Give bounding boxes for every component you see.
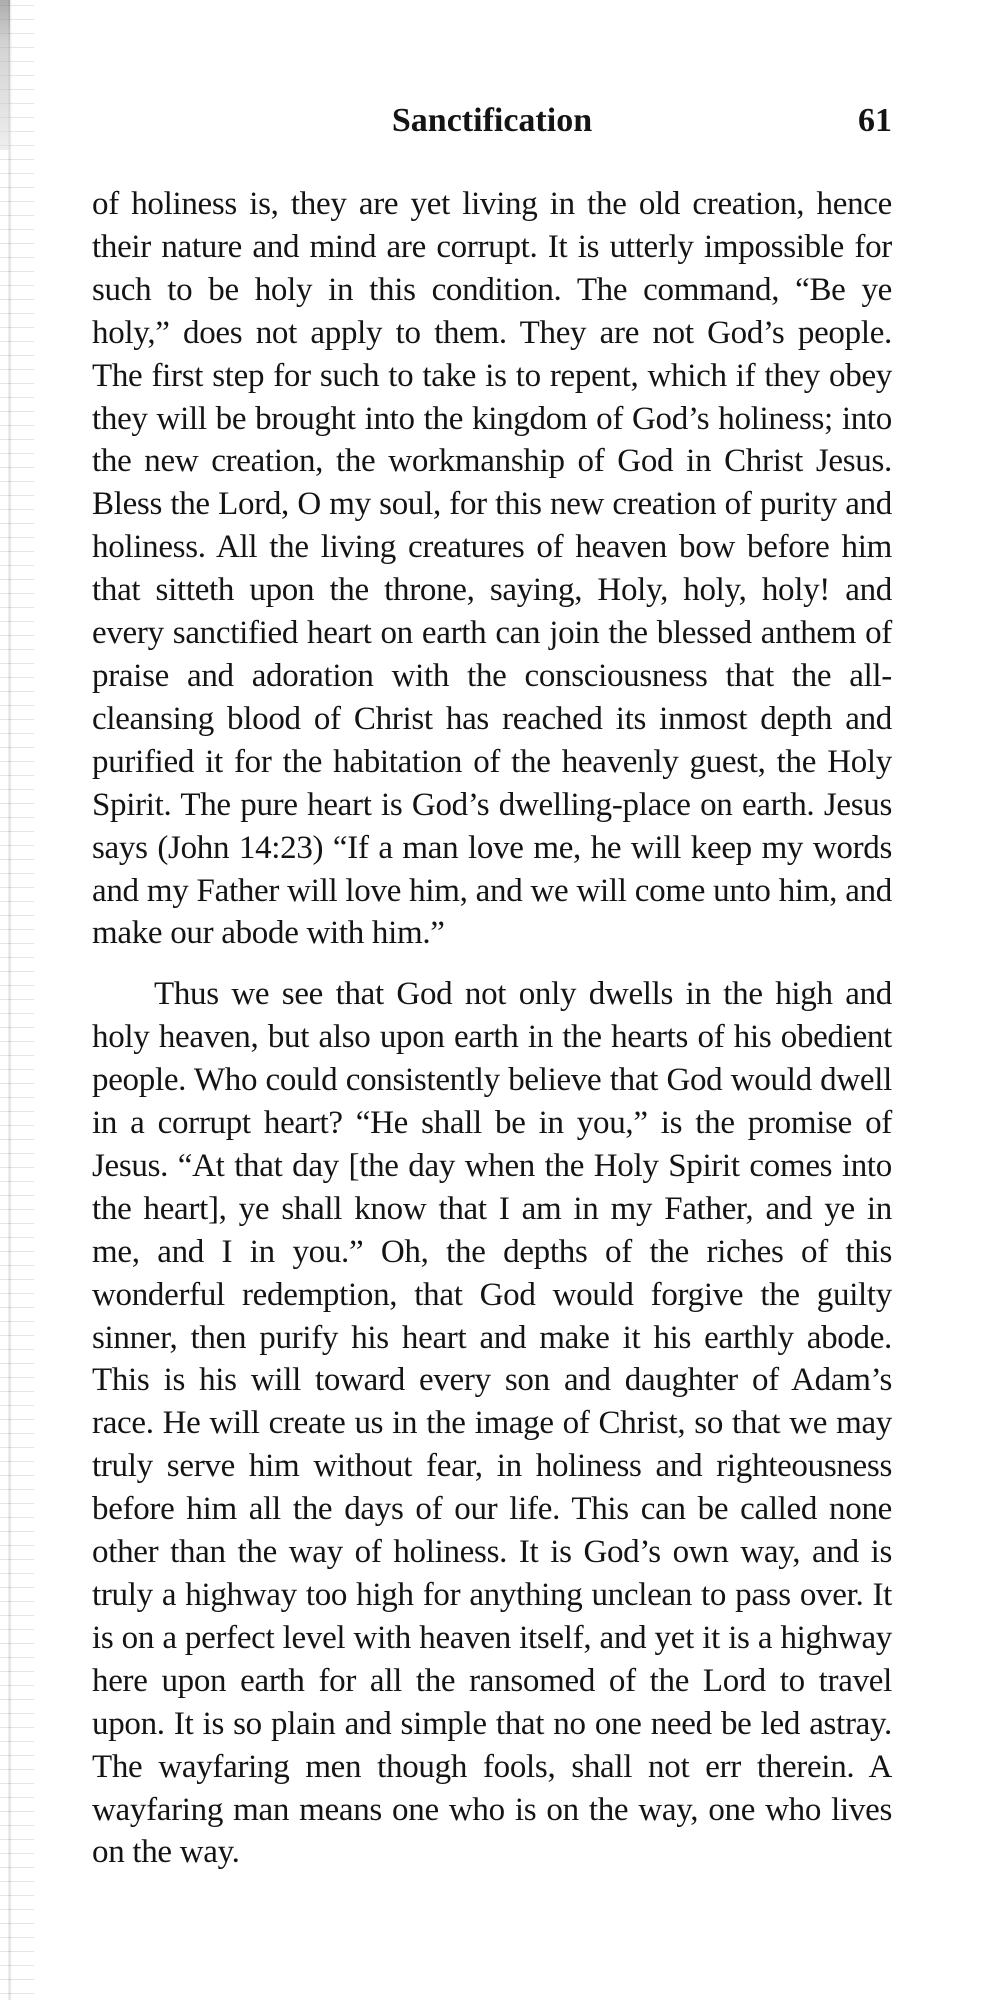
page-body [92,183,892,1874]
page-binding-edge [0,0,34,2000]
paragraph-continued: of holiness is, they are yet living in the old creation, hence their nature and mind are corrupt. It is utterly impossible for such to be holy in this condition. The command, “Be ye holy,” does not apply to them. They are not God’s people. The first step for such to take is to repent, which if they obey they will be brought into the kingdom of God’s holiness; into the new creation, the workmanship of God in Christ Jesus. Bless the Lord, O my soul, for this new creation of purity and holiness. All the living creatures of heaven bow before him that sitteth upon the throne, saying, Holy, holy, holy! and every sanctified heart on earth can join the blessed anthem of praise and adoration with the consciousness that the all-cleansing blood of Christ has reached its inmost depth and purified it for the habitation of the heavenly guest, the Holy Spirit. The pure heart is God’s dwelling-place on earth. Jesus says (John 14:23) “If a man love me, he will keep my words and my Father will love him, and we will come unto him, and make our abode with him.” [92,186,892,952]
binding-scuff-mark [0,0,10,150]
running-title: Sanctification [391,102,593,139]
paragraph-indented: Thus we see that God not only dwells in the high and holy heaven, but also upon earth in the hearts of his obedient people. Who could consistently believe that God would dwell in a corrupt heart? “He shall be in you,” is the promise of Jesus. “At that day [the day when the Holy Spirit comes into the heart], ye shall know that I am in my Father, and ye in me, and I in you.” Oh, the depths of the riches of this wonderful redemption, that God would forgive the guilty sinner, then purify his heart and make it his earthly abode. This is his will toward every son and daughter of Adam’s race. He will create us in the image of Christ, so that we may truly serve him without fear, in holiness and righteousness before him all the days of our life. This can be called none other than the way of holiness. It is God’s own way, and is truly a highway too high for anything unclean to pass over. It is on a perfect level with heaven itself, and yet it is a highway here upon earth for all the ransomed of the Lord to travel upon. It is so plain and simple that no one need be led astray. The wayfaring men though fools, shall not err therein. A wayfaring man means one who is on the way, one who lives on the way. [92,976,892,1871]
page-number: 61 [858,102,892,139]
running-head [92,101,892,141]
